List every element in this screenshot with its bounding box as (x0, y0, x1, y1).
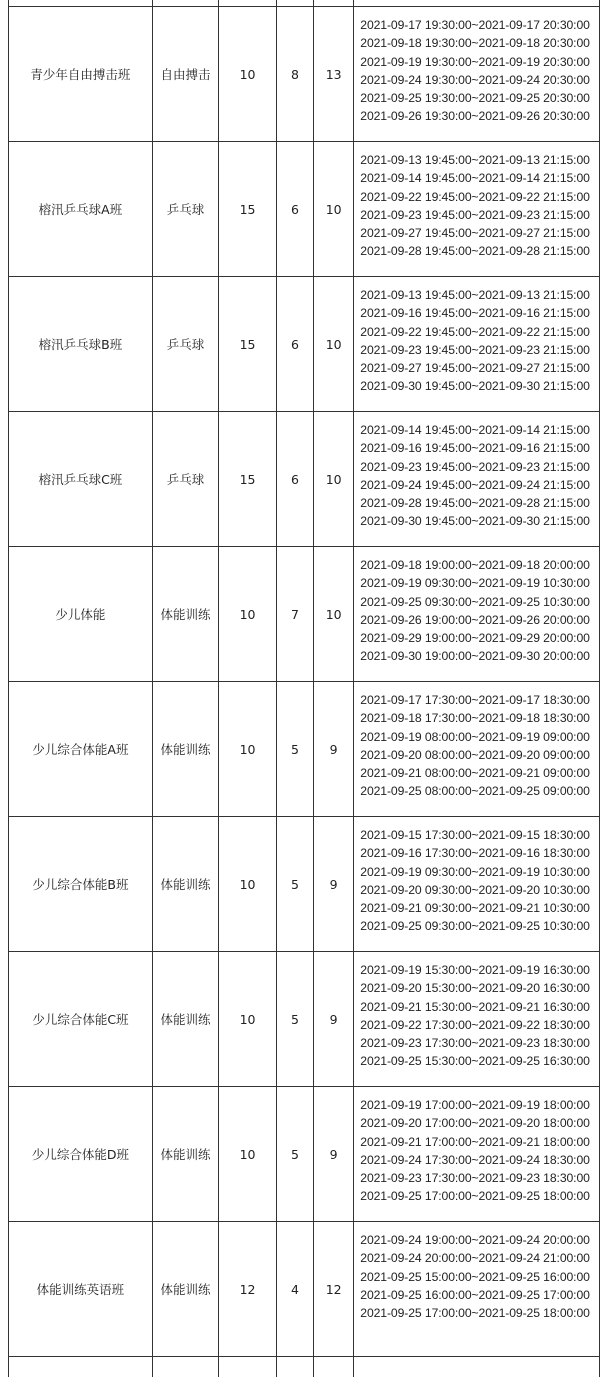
course-count-cell: 9 (314, 952, 354, 1087)
course-name-cell: 少儿综合体能B班 (9, 817, 153, 952)
schedule-cell (354, 817, 600, 952)
table-cell-empty (354, 1357, 600, 1377)
course-count-cell: 8 (276, 7, 313, 142)
course-count-cell: 5 (276, 952, 313, 1087)
schedule-slot: 2021-09-19 17:00:00~2021-09-19 18:00:00 (360, 1096, 599, 1114)
schedule-slot: 2021-09-24 19:00:00~2021-09-24 20:00:00 (360, 1231, 599, 1249)
schedule-slot: 2021-09-30 19:45:00~2021-09-30 21:15:00 (360, 512, 599, 530)
course-type-cell: 体能训练 (152, 817, 218, 952)
schedule-slot: 2021-09-30 19:00:00~2021-09-30 20:00:00 (360, 647, 599, 665)
table-row (9, 412, 600, 547)
course-count-cell: 6 (276, 142, 313, 277)
schedule-slot: 2021-09-23 19:45:00~2021-09-23 21:15:00 (360, 341, 599, 359)
schedule-slot: 2021-09-26 19:00:00~2021-09-26 20:00:00 (360, 611, 599, 629)
schedule-slot: 2021-09-25 16:00:00~2021-09-25 17:00:00 (360, 1286, 599, 1304)
course-type-cell: 乒乓球 (152, 277, 218, 412)
course-count-cell: 10 (219, 1087, 277, 1222)
schedule-cell (354, 952, 600, 1087)
schedule-slot: 2021-09-13 19:45:00~2021-09-13 21:15:00 (360, 286, 599, 304)
course-count-cell: 9 (314, 682, 354, 817)
schedule-slot: 2021-09-14 19:45:00~2021-09-14 21:15:00 (360, 421, 599, 439)
course-count-cell: 10 (314, 277, 354, 412)
schedule-slot: 2021-09-26 19:30:00~2021-09-26 20:30:00 (360, 107, 599, 125)
schedule-slot: 2021-09-18 19:00:00~2021-09-18 20:00:00 (360, 556, 599, 574)
schedule-slot: 2021-09-22 19:45:00~2021-09-22 21:15:00 (360, 188, 599, 206)
schedule-slot: 2021-09-23 19:45:00~2021-09-23 21:15:00 (360, 458, 599, 476)
schedule-slot: 2021-09-30 19:45:00~2021-09-30 21:15:00 (360, 377, 599, 395)
course-count-cell: 12 (314, 1222, 354, 1357)
course-count-cell: 15 (219, 277, 277, 412)
schedule-slot: 2021-09-25 17:00:00~2021-09-25 18:00:00 (360, 1187, 599, 1205)
schedule-cell (354, 682, 600, 817)
schedule-cell (354, 547, 600, 682)
course-name-cell: 少儿体能 (9, 547, 153, 682)
schedule-slot: 2021-09-21 17:00:00~2021-09-21 18:00:00 (360, 1133, 599, 1151)
schedule-cell (354, 7, 600, 142)
schedule-slot: 2021-09-20 08:00:00~2021-09-20 09:00:00 (360, 746, 599, 764)
course-count-cell: 10 (314, 547, 354, 682)
table-row (9, 817, 600, 952)
schedule-slot: 2021-09-23 19:45:00~2021-09-23 21:15:00 (360, 206, 599, 224)
course-type-cell: 体能训练 (152, 547, 218, 682)
schedule-slot: 2021-09-27 19:45:00~2021-09-27 21:15:00 (360, 224, 599, 242)
course-name-cell: 少儿综合体能D班 (9, 1087, 153, 1222)
course-count-cell: 10 (219, 682, 277, 817)
course-count-cell: 13 (314, 7, 354, 142)
table-row (9, 277, 600, 412)
schedule-cell (354, 277, 600, 412)
table-cell-empty (9, 1357, 153, 1377)
schedule-slot: 2021-09-19 09:30:00~2021-09-19 10:30:00 (360, 574, 599, 592)
schedule-slot: 2021-09-21 09:30:00~2021-09-21 10:30:00 (360, 899, 599, 917)
course-name-cell: 榕汛乒乓球C班 (9, 412, 153, 547)
schedule-slot: 2021-09-25 15:00:00~2021-09-25 16:00:00 (360, 1268, 599, 1286)
course-count-cell: 7 (276, 547, 313, 682)
course-count-cell: 5 (276, 682, 313, 817)
course-count-cell: 10 (314, 412, 354, 547)
table-row (9, 142, 600, 277)
schedule-slot: 2021-09-19 15:30:00~2021-09-19 16:30:00 (360, 961, 599, 979)
course-name-cell: 榕汛乒乓球A班 (9, 142, 153, 277)
schedule-slot: 2021-09-15 17:30:00~2021-09-15 18:30:00 (360, 826, 599, 844)
schedule-slot: 2021-09-25 15:30:00~2021-09-25 16:30:00 (360, 1052, 599, 1070)
course-type-cell: 自由搏击 (152, 7, 218, 142)
course-schedule-table (8, 0, 600, 1377)
schedule-slot: 2021-09-27 19:45:00~2021-09-27 21:15:00 (360, 359, 599, 377)
course-type-cell: 体能训练 (152, 682, 218, 817)
schedule-slot: 2021-09-16 19:45:00~2021-09-16 21:15:00 (360, 304, 599, 322)
schedule-slot: 2021-09-25 09:30:00~2021-09-25 10:30:00 (360, 593, 599, 611)
schedule-slot: 2021-09-22 19:45:00~2021-09-22 21:15:00 (360, 323, 599, 341)
table-row (9, 547, 600, 682)
course-count-cell: 10 (219, 952, 277, 1087)
table-row-partial-bottom (9, 1357, 600, 1377)
table-row (9, 952, 600, 1087)
schedule-slot: 2021-09-16 19:45:00~2021-09-16 21:15:00 (360, 439, 599, 457)
course-schedule-body (9, 0, 600, 1377)
course-count-cell: 9 (314, 817, 354, 952)
table-row (9, 1222, 600, 1357)
course-type-cell: 体能训练 (152, 952, 218, 1087)
schedule-slot: 2021-09-28 19:45:00~2021-09-28 21:15:00 (360, 242, 599, 260)
course-count-cell: 10 (314, 142, 354, 277)
table-cell-empty (276, 1357, 313, 1377)
schedule-slot: 2021-09-24 19:45:00~2021-09-24 21:15:00 (360, 476, 599, 494)
course-count-cell: 6 (276, 277, 313, 412)
schedule-slot: 2021-09-25 09:30:00~2021-09-25 10:30:00 (360, 917, 599, 935)
course-count-cell: 10 (219, 7, 277, 142)
course-count-cell: 9 (314, 1087, 354, 1222)
schedule-slot: 2021-09-21 08:00:00~2021-09-21 09:00:00 (360, 764, 599, 782)
course-name-cell: 少儿综合体能C班 (9, 952, 153, 1087)
schedule-slot: 2021-09-19 09:30:00~2021-09-19 10:30:00 (360, 863, 599, 881)
course-name-cell: 体能训练英语班 (9, 1222, 153, 1357)
schedule-slot: 2021-09-16 17:30:00~2021-09-16 18:30:00 (360, 844, 599, 862)
schedule-slot: 2021-09-25 19:30:00~2021-09-25 20:30:00 (360, 89, 599, 107)
schedule-slot: 2021-09-19 19:30:00~2021-09-19 20:30:00 (360, 53, 599, 71)
schedule-slot: 2021-09-19 08:00:00~2021-09-19 09:00:00 (360, 728, 599, 746)
course-count-cell: 5 (276, 1087, 313, 1222)
schedule-slot: 2021-09-24 19:30:00~2021-09-24 20:30:00 (360, 71, 599, 89)
schedule-slot: 2021-09-24 17:30:00~2021-09-24 18:30:00 (360, 1151, 599, 1169)
schedule-slot: 2021-09-25 08:00:00~2021-09-25 09:00:00 (360, 782, 599, 800)
schedule-slot: 2021-09-20 17:00:00~2021-09-20 18:00:00 (360, 1114, 599, 1132)
schedule-slot: 2021-09-28 19:45:00~2021-09-28 21:15:00 (360, 494, 599, 512)
course-count-cell: 10 (219, 547, 277, 682)
schedule-slot: 2021-09-23 17:30:00~2021-09-23 18:30:00 (360, 1169, 599, 1187)
table-cell-empty (314, 1357, 354, 1377)
schedule-slot: 2021-09-29 19:00:00~2021-09-29 20:00:00 (360, 629, 599, 647)
schedule-slot: 2021-09-18 19:30:00~2021-09-18 20:30:00 (360, 34, 599, 52)
course-name-cell: 榕汛乒乓球B班 (9, 277, 153, 412)
course-type-cell: 体能训练 (152, 1222, 218, 1357)
schedule-slot: 2021-09-13 19:45:00~2021-09-13 21:15:00 (360, 151, 599, 169)
schedule-cell (354, 1222, 600, 1357)
table-cell-empty (219, 1357, 277, 1377)
schedule-slot: 2021-09-14 19:45:00~2021-09-14 21:15:00 (360, 169, 599, 187)
schedule-cell (354, 1087, 600, 1222)
course-count-cell: 15 (219, 142, 277, 277)
course-count-cell: 6 (276, 412, 313, 547)
course-count-cell: 4 (276, 1222, 313, 1357)
table-row (9, 682, 600, 817)
course-count-cell: 10 (219, 817, 277, 952)
schedule-slot: 2021-09-17 19:30:00~2021-09-17 20:30:00 (360, 16, 599, 34)
schedule-slot: 2021-09-18 17:30:00~2021-09-18 18:30:00 (360, 709, 599, 727)
schedule-slot: 2021-09-21 15:30:00~2021-09-21 16:30:00 (360, 998, 599, 1016)
course-count-cell: 5 (276, 817, 313, 952)
schedule-slot: 2021-09-20 09:30:00~2021-09-20 10:30:00 (360, 881, 599, 899)
schedule-slot: 2021-09-25 17:00:00~2021-09-25 18:00:00 (360, 1304, 599, 1322)
table-row (9, 7, 600, 142)
schedule-slot: 2021-09-20 15:30:00~2021-09-20 16:30:00 (360, 979, 599, 997)
schedule-slot: 2021-09-17 17:30:00~2021-09-17 18:30:00 (360, 691, 599, 709)
schedule-cell (354, 142, 600, 277)
course-name-cell: 少儿综合体能A班 (9, 682, 153, 817)
course-count-cell: 15 (219, 412, 277, 547)
course-type-cell: 乒乓球 (152, 412, 218, 547)
course-type-cell: 体能训练 (152, 1087, 218, 1222)
schedule-slot: 2021-09-24 20:00:00~2021-09-24 21:00:00 (360, 1249, 599, 1267)
schedule-slot: 2021-09-22 17:30:00~2021-09-22 18:30:00 (360, 1016, 599, 1034)
course-type-cell: 乒乓球 (152, 142, 218, 277)
course-name-cell: 青少年自由搏击班 (9, 7, 153, 142)
course-count-cell: 12 (219, 1222, 277, 1357)
schedule-cell (354, 412, 600, 547)
table-cell-empty (152, 1357, 218, 1377)
table-row (9, 1087, 600, 1222)
schedule-slot: 2021-09-23 17:30:00~2021-09-23 18:30:00 (360, 1034, 599, 1052)
